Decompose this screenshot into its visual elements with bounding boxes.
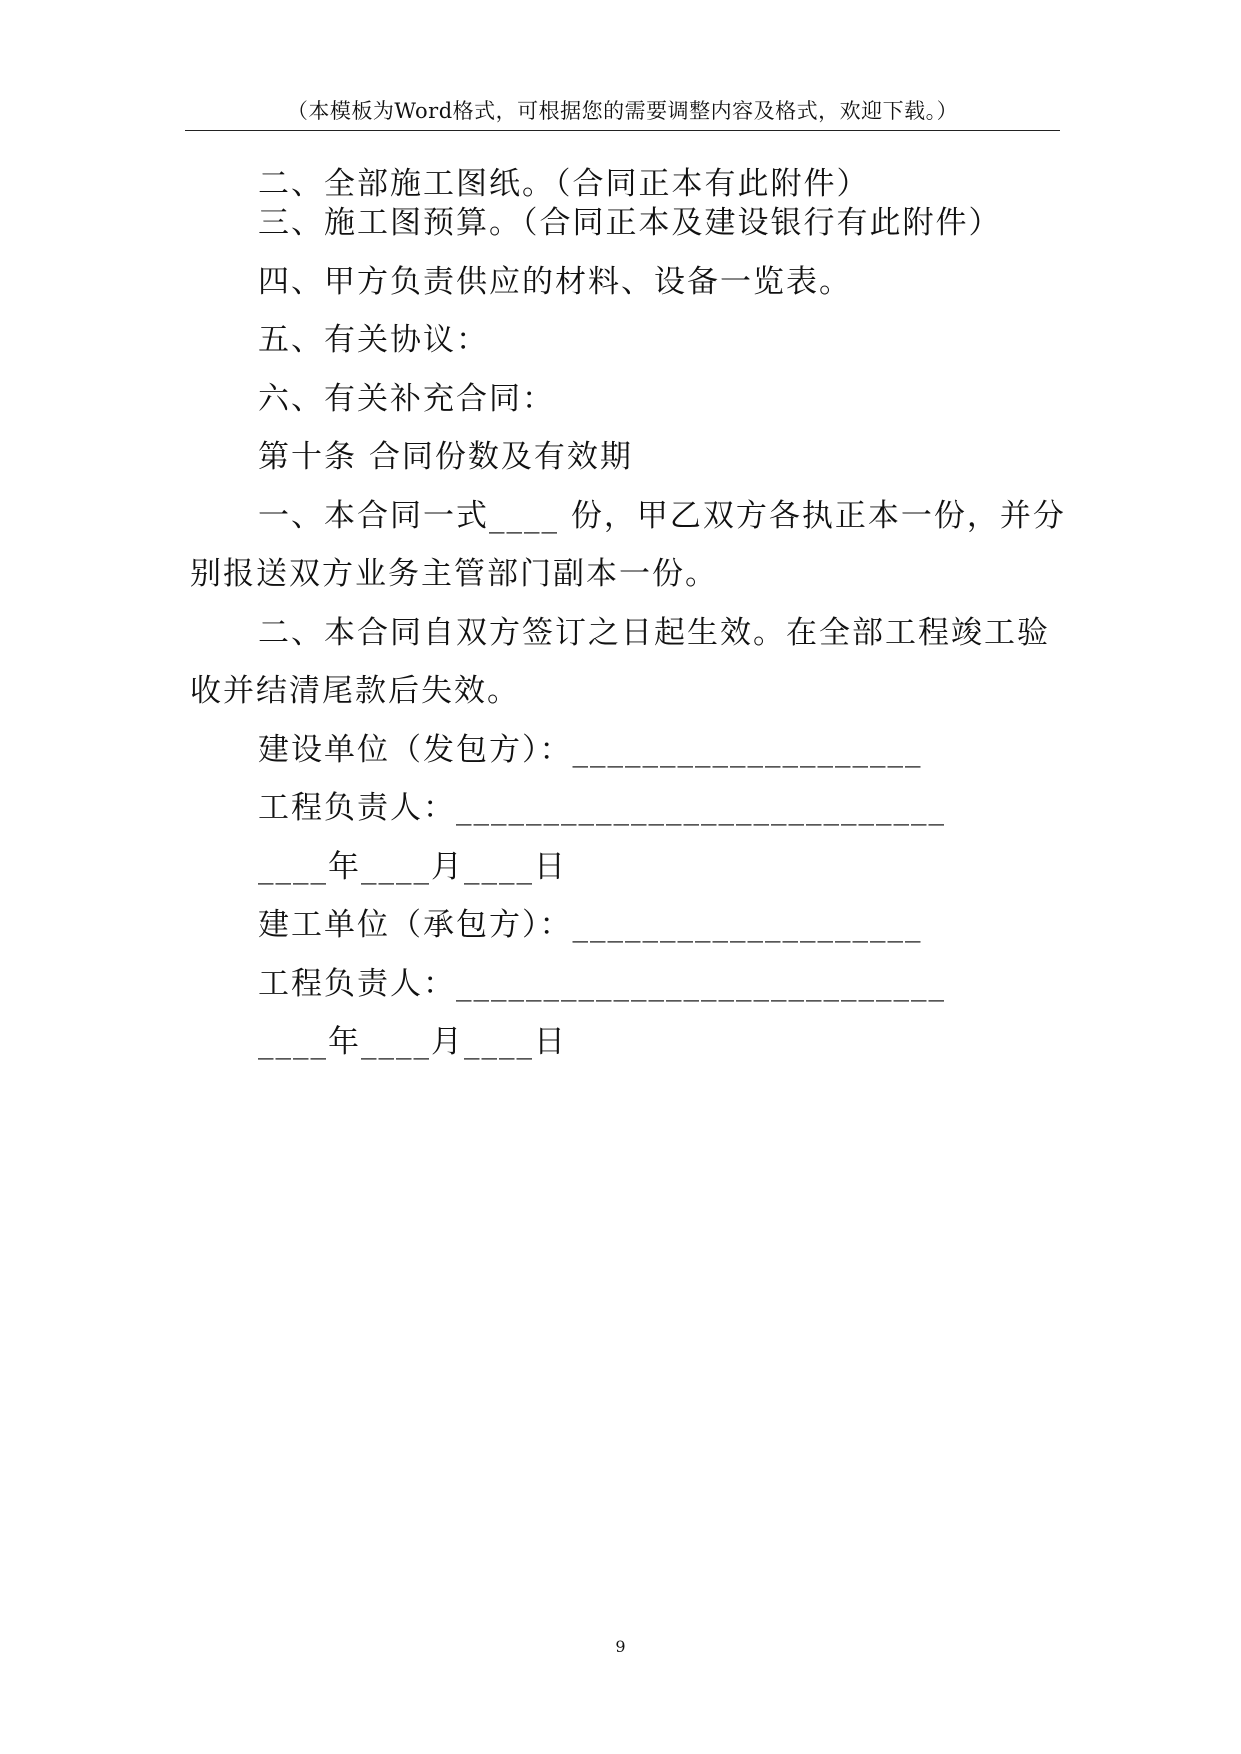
contractor-manager-line: 工程负责人：____________________________ bbox=[258, 966, 946, 1002]
clause-2-line-1: 二、本合同自双方签订之日起生效。在全部工程竣工验 bbox=[258, 615, 1050, 651]
attachment-item-4: 四、甲方负责供应的材料、设备一览表。 bbox=[258, 264, 852, 300]
article-10-heading: 第十条 合同份数及有效期 bbox=[258, 439, 633, 475]
clause-1-line-2: 别报送双方业务主管部门副本一份。 bbox=[190, 556, 718, 592]
clause-2-line-2: 收并结清尾款后失效。 bbox=[190, 673, 520, 709]
attachment-item-5: 五、有关协议： bbox=[258, 322, 489, 358]
clause-1-line-1: 一、本合同一式____ 份，甲乙双方各执正本一份，并分 bbox=[258, 498, 1066, 534]
attachment-item-6: 六、有关补充合同： bbox=[258, 381, 555, 417]
attachment-item-3: 三、施工图预算。（合同正本及建设银行有此附件） bbox=[258, 205, 1002, 241]
attachment-item-2: 二、全部施工图纸。（合同正本有此附件） bbox=[258, 166, 870, 202]
employer-manager-line: 工程负责人：____________________________ bbox=[258, 790, 946, 826]
employer-date-line: ____年____月____日 bbox=[258, 849, 567, 885]
contractor-signature-line: 建工单位（承包方）：____________________ bbox=[258, 907, 923, 943]
employer-signature-line: 建设单位（发包方）：____________________ bbox=[258, 732, 923, 768]
header-note: （本模板为Word格式，可根据您的需要调整内容及格式，欢迎下载。） bbox=[286, 99, 959, 123]
contractor-date-line: ____年____月____日 bbox=[258, 1024, 567, 1060]
header-divider bbox=[185, 130, 1060, 131]
page-number: 9 bbox=[615, 1637, 626, 1656]
